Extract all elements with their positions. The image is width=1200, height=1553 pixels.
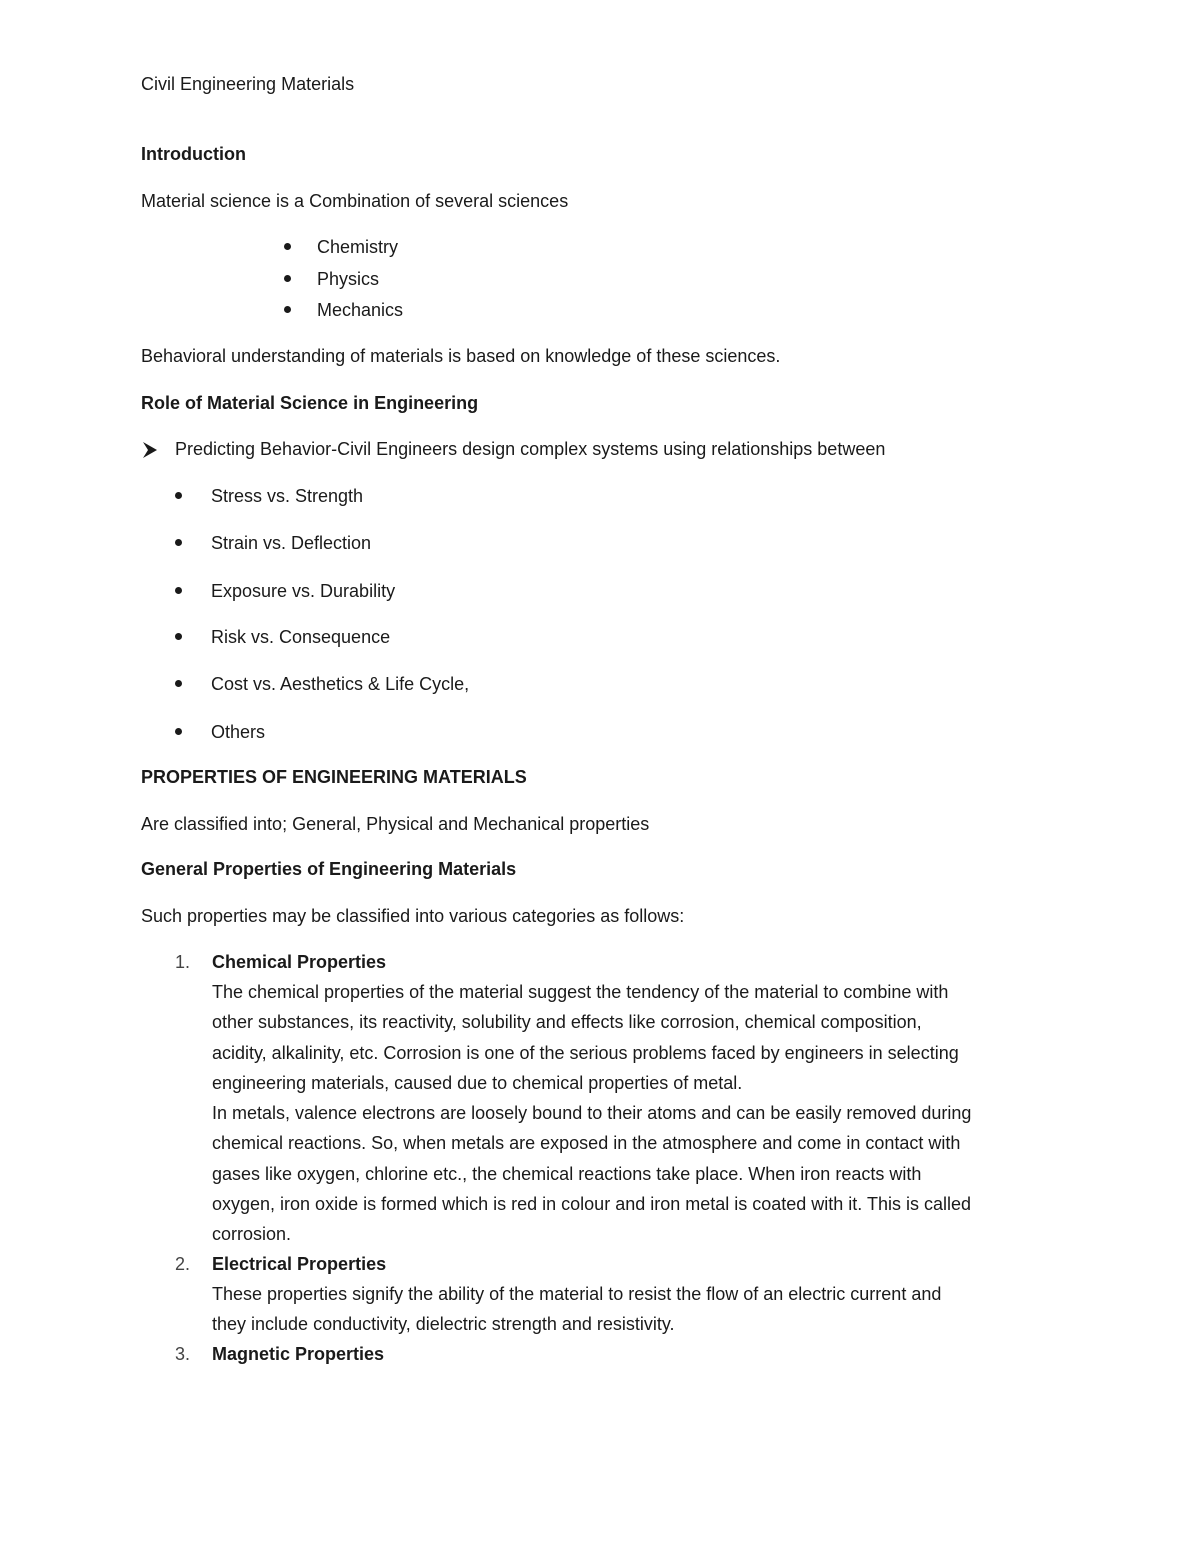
bullet-icon bbox=[175, 539, 182, 546]
document-title: Civil Engineering Materials bbox=[141, 74, 355, 94]
body-line: acidity, alkalinity, etc. Corrosion is one of the serious problems faced by engineers in selecting bbox=[212, 1042, 959, 1063]
general-properties-lead: Such properties may be classified into various categories as follows: bbox=[141, 906, 685, 926]
list-item-title: Electrical Properties bbox=[212, 1254, 387, 1274]
body-line: The chemical properties of the material suggest the tendency of the material to combine with bbox=[212, 982, 949, 1002]
science-item: Chemistry bbox=[317, 237, 399, 257]
body-line: gases like oxygen, chlorine etc., the chemical reactions take place. When iron reacts with bbox=[212, 1163, 922, 1184]
general-properties-heading: General Properties of Engineering Materials bbox=[141, 859, 517, 879]
bullet-icon bbox=[175, 633, 182, 640]
list-number: 1. bbox=[175, 952, 191, 972]
body-line: other substances, its reactivity, solubility and effects like corrosion, chemical composition, bbox=[212, 1012, 922, 1033]
body-line: oxygen, iron oxide is formed which is red in colour and iron metal is coated with it. This is called bbox=[212, 1194, 972, 1215]
relationship-item: Stress vs. Strength bbox=[211, 486, 364, 506]
body-line: engineering materials, caused due to chemical properties of metal. bbox=[212, 1072, 743, 1093]
bullet-icon bbox=[175, 492, 182, 499]
bullet-icon bbox=[284, 306, 291, 313]
bullet-icon bbox=[175, 587, 182, 594]
body-line: In metals, valence electrons are loosely bound to their atoms and can be easily removed during bbox=[212, 1103, 972, 1124]
relationship-item: Exposure vs. Durability bbox=[211, 581, 396, 601]
relationship-item: Risk vs. Consequence bbox=[211, 627, 391, 647]
science-item: Physics bbox=[317, 269, 380, 289]
science-item: Mechanics bbox=[317, 300, 404, 320]
intro-lead: Material science is a Combination of several sciences bbox=[141, 191, 569, 211]
role-heading: Role of Material Science in Engineering bbox=[141, 393, 479, 413]
arrow-bullet-icon bbox=[141, 441, 159, 459]
list-number: 3. bbox=[175, 1344, 191, 1364]
bullet-icon bbox=[175, 728, 182, 735]
list-item-body bbox=[212, 977, 1072, 1250]
bullet-icon bbox=[284, 243, 291, 250]
bullet-icon bbox=[284, 275, 291, 282]
list-number: 2. bbox=[175, 1254, 191, 1274]
list-item-body bbox=[212, 1279, 1072, 1340]
intro-summary: Behavioral understanding of materials is based on knowledge of these sciences. bbox=[141, 346, 781, 366]
list-item-title: Chemical Properties bbox=[212, 952, 387, 972]
introduction-heading: Introduction bbox=[141, 144, 246, 164]
list-item-title: Magnetic Properties bbox=[212, 1344, 385, 1364]
body-line: These properties signify the ability of the material to resist the flow of an electric current and bbox=[212, 1284, 942, 1304]
relationship-item: Others bbox=[211, 722, 266, 742]
body-line: corrosion. bbox=[212, 1224, 292, 1245]
arrow-item: Predicting Behavior-Civil Engineers design complex systems using relationships between bbox=[175, 439, 886, 459]
body-line: they include conductivity, dielectric strength and resistivity. bbox=[212, 1314, 675, 1335]
properties-heading: PROPERTIES OF ENGINEERING MATERIALS bbox=[141, 767, 527, 787]
relationship-item: Strain vs. Deflection bbox=[211, 533, 372, 553]
bullet-icon bbox=[175, 680, 182, 687]
body-line: chemical reactions. So, when metals are exposed in the atmosphere and come in contact with bbox=[212, 1133, 961, 1154]
properties-classified: Are classified into; General, Physical and Mechanical properties bbox=[141, 814, 650, 834]
relationship-item: Cost vs. Aesthetics & Life Cycle, bbox=[211, 674, 470, 694]
